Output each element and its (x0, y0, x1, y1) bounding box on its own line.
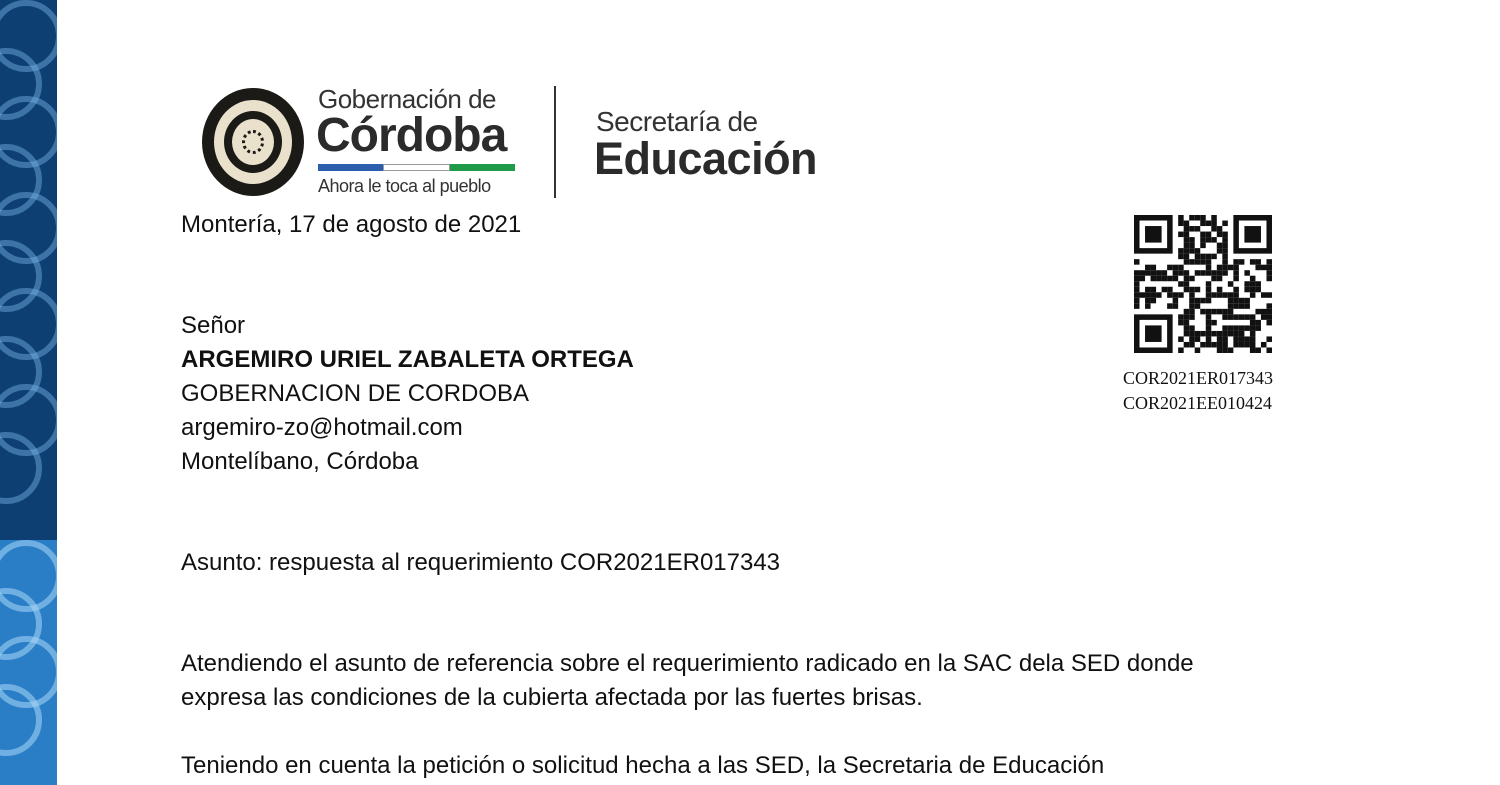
recipient-salutation: Señor (181, 312, 246, 339)
logo-stripe (318, 164, 515, 171)
body-line: Teniendo en cuenta la petición o solicitud hecha a las SED, la Secretaria de Educación (181, 752, 1105, 779)
qr-code-icon (1134, 215, 1272, 353)
logo-cordoba: Córdoba (316, 109, 507, 162)
cordoba-seal-icon (202, 88, 304, 196)
logo-secretaria: Secretaría de (596, 106, 758, 137)
radicado-entrada: COR2021ER017343 (1123, 368, 1274, 388)
recipient-name: ARGEMIRO URIEL ZABALETA ORTEGA (181, 346, 634, 373)
logo-divider (554, 86, 556, 198)
decorative-side-band (0, 0, 57, 785)
recipient-email: argemiro-zo@hotmail.com (181, 414, 463, 441)
date-line: Montería, 17 de agosto de 2021 (181, 211, 522, 238)
body-line: Atendiendo el asunto de referencia sobre el requerimiento radicado en la SAC dela SED donde (181, 650, 1194, 677)
header-logo (200, 84, 840, 199)
logo-educacion: Educación (594, 133, 818, 184)
logo-gobernacion: Gobernación de (318, 84, 497, 114)
subject-line: Asunto: respuesta al requerimiento COR2021ER017343 (181, 549, 781, 576)
recipient-organization: GOBERNACION DE CORDOBA (181, 380, 530, 407)
logo-tagline: Ahora le toca al pueblo (318, 176, 491, 196)
radicado-salida: COR2021EE010424 (1123, 393, 1273, 413)
radicado-codes (1123, 366, 1273, 416)
body-line: expresa las condiciones de la cubierta afectada por las fuertes brisas. (181, 684, 923, 711)
recipient-city: Montelíbano, Córdoba (181, 448, 419, 475)
